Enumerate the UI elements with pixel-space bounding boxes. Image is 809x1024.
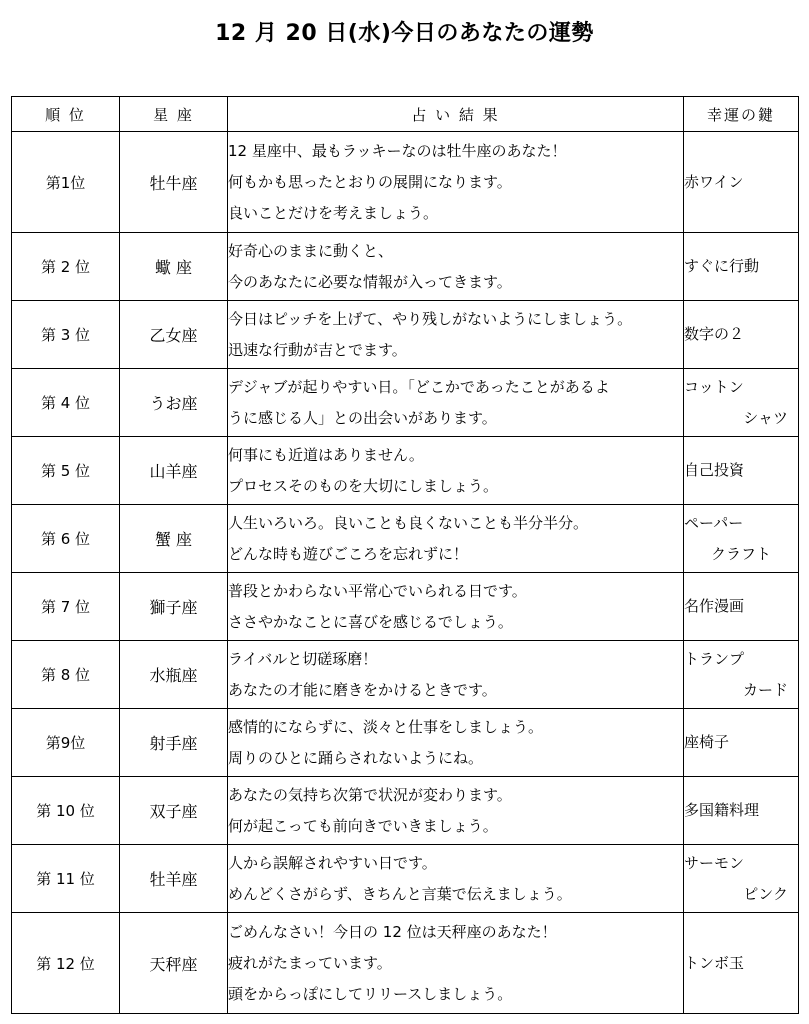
lucky-key-line: 赤ワイン (684, 172, 744, 191)
fortune-result-line: 疲れがたまっています。 (228, 953, 392, 972)
rank-cell: 第9位 (12, 709, 120, 777)
fortune-result-cell (228, 913, 684, 1014)
fortune-result-line: 好奇心のままに動くと、 (228, 241, 394, 260)
table-row (12, 369, 799, 437)
zodiac-sign-cell: 双子座 (120, 777, 228, 845)
table-row (12, 709, 799, 777)
lucky-key-line: トンボ玉 (684, 953, 745, 972)
fortune-result-line: どんな時も遊びごころを忘れずに！ (228, 544, 469, 563)
lucky-key-line: コットン (684, 377, 744, 396)
lucky-key-line: ペーパー (684, 513, 744, 532)
rank-cell: 第 7 位 (12, 573, 120, 641)
rank-cell: 第 8 位 (12, 641, 120, 709)
table-row (12, 233, 799, 301)
fortune-result-line: あなたの気持ち次第で状況が変わります。 (228, 785, 512, 804)
fortune-result-cell (228, 369, 684, 437)
lucky-key-line: 自己投資 (684, 461, 745, 479)
fortune-result-line: 何もかも思ったとおりの展開になります。 (228, 172, 512, 191)
fortune-result-line: 感情的にならずに、淡々と仕事をしましょう。 (228, 717, 544, 736)
lucky-key-cell (684, 369, 799, 437)
lucky-key-cell (684, 777, 799, 845)
header-rank: 順 位 (12, 97, 120, 132)
table-row (12, 641, 799, 709)
fortune-result-line: めんどくさがらず、きちんと言葉で伝えましょう。 (228, 884, 572, 903)
lucky-key-line: 名作漫画 (684, 597, 745, 615)
fortune-result-line: 迅速な行動が吉とでます。 (228, 340, 407, 359)
zodiac-sign-cell: うお座 (120, 369, 228, 437)
rank-cell: 第 2 位 (12, 233, 120, 301)
fortune-table (11, 96, 799, 1014)
lucky-key-cell (684, 437, 799, 505)
lucky-key-line: クラフト (710, 544, 771, 563)
header-key: 幸運の鍵 (684, 97, 799, 132)
table-row (12, 777, 799, 845)
fortune-result-cell (228, 233, 684, 301)
page-title: 12 月 20 日(水)今日のあなたの運勢 (215, 21, 594, 46)
zodiac-sign-cell: 乙女座 (120, 301, 228, 369)
zodiac-sign-cell: 水瓶座 (120, 641, 228, 709)
fortune-result-line: あなたの才能に磨きをかけるときです。 (228, 680, 497, 699)
table-row (12, 913, 799, 1014)
lucky-key-line: すぐに行動 (684, 257, 760, 275)
fortune-result-cell (228, 641, 684, 709)
rank-cell: 第 4 位 (12, 369, 120, 437)
table-row (12, 132, 799, 233)
rank-cell: 第 6 位 (12, 505, 120, 573)
lucky-key-line: サーモン (684, 853, 745, 872)
fortune-result-line: 今日はピッチを上げて、やり残しがないようにしましょう。 (228, 309, 633, 328)
rank-cell: 第 12 位 (12, 913, 120, 1014)
fortune-result-line: 今のあなたに必要な情報が入ってきます。 (228, 272, 512, 291)
zodiac-sign-cell: 天秤座 (120, 913, 228, 1014)
lucky-key-cell (684, 505, 799, 573)
table-row (12, 505, 799, 573)
lucky-key-line: ピンク (743, 884, 788, 903)
lucky-key-cell (684, 573, 799, 641)
lucky-key-line: カード (742, 680, 788, 699)
zodiac-sign-cell: 牡牛座 (120, 132, 228, 233)
lucky-key-cell (684, 233, 799, 301)
fortune-result-cell (228, 573, 684, 641)
header-result: 占 い 結 果 (228, 97, 684, 132)
lucky-key-line: シャツ (743, 408, 788, 427)
fortune-result-line: ライバルと切磋琢磨！ (228, 649, 378, 668)
fortune-result-line: 周りのひとに踊らされないようにね。 (228, 748, 484, 767)
table-row (12, 437, 799, 505)
lucky-key-cell (684, 132, 799, 233)
zodiac-sign-cell: 獅子座 (120, 573, 228, 641)
fortune-result-line: ごめんなさい！今日の 12 位は天秤座のあなた！ (228, 922, 557, 941)
rank-cell: 第 3 位 (12, 301, 120, 369)
lucky-key-cell (684, 641, 799, 709)
table-row (12, 301, 799, 369)
rank-cell: 第 5 位 (12, 437, 120, 505)
lucky-key-cell (684, 845, 799, 913)
lucky-key-cell (684, 301, 799, 369)
lucky-key-cell (684, 913, 799, 1014)
fortune-result-cell (228, 132, 684, 233)
lucky-key-line: トランプ (684, 649, 745, 668)
lucky-key-line: 多国籍料理 (684, 801, 760, 819)
fortune-result-line: デジャブが起りやすい日。「どこかであったことがあるよ (228, 377, 610, 396)
rank-cell: 第1位 (12, 132, 120, 233)
fortune-result-cell (228, 709, 684, 777)
zodiac-sign-cell: 山羊座 (120, 437, 228, 505)
fortune-result-line: 何事にも近道はありません。 (228, 445, 424, 464)
lucky-key-line: 数字の２ (684, 325, 745, 343)
rank-cell: 第 10 位 (12, 777, 120, 845)
fortune-result-line: 人から誤解されやすい日です。 (228, 853, 437, 872)
header-sign: 星 座 (120, 97, 228, 132)
zodiac-sign-cell: 蟹 座 (120, 505, 228, 573)
zodiac-sign-cell: 牡羊座 (120, 845, 228, 913)
fortune-result-cell (228, 777, 684, 845)
zodiac-sign-cell: 蠍 座 (120, 233, 228, 301)
lucky-key-line: 座椅子 (684, 733, 730, 751)
fortune-result-line: 人生いろいろ。良いことも良くないことも半分半分。 (228, 513, 589, 532)
lucky-key-cell (684, 709, 799, 777)
fortune-result-line: ささやかなことに喜びを感じるでしょう。 (228, 612, 513, 631)
table-header-row (12, 97, 799, 132)
zodiac-sign-cell: 射手座 (120, 709, 228, 777)
rank-cell: 第 11 位 (12, 845, 120, 913)
fortune-result-cell (228, 505, 684, 573)
fortune-result-cell (228, 437, 684, 505)
fortune-result-cell (228, 301, 684, 369)
fortune-result-cell (228, 845, 684, 913)
fortune-result-line: 良いことだけを考えましょう。 (228, 203, 439, 222)
fortune-result-line: 12 星座中、最もラッキーなのは牡牛座のあなた！ (228, 141, 567, 160)
fortune-result-line: うに感じる人」との出会いがあります。 (228, 408, 497, 427)
fortune-result-line: 頭をからっぽにしてリリースしましょう。 (228, 984, 513, 1003)
table-row (12, 845, 799, 913)
fortune-result-line: プロセスそのものを大切にしましょう。 (228, 476, 499, 495)
table-row (12, 573, 799, 641)
table-body (12, 132, 799, 1014)
fortune-result-line: 何が起こっても前向きでいきましょう。 (228, 816, 498, 835)
fortune-result-line: 普段とかわらない平常心でいられる日です。 (228, 581, 527, 600)
